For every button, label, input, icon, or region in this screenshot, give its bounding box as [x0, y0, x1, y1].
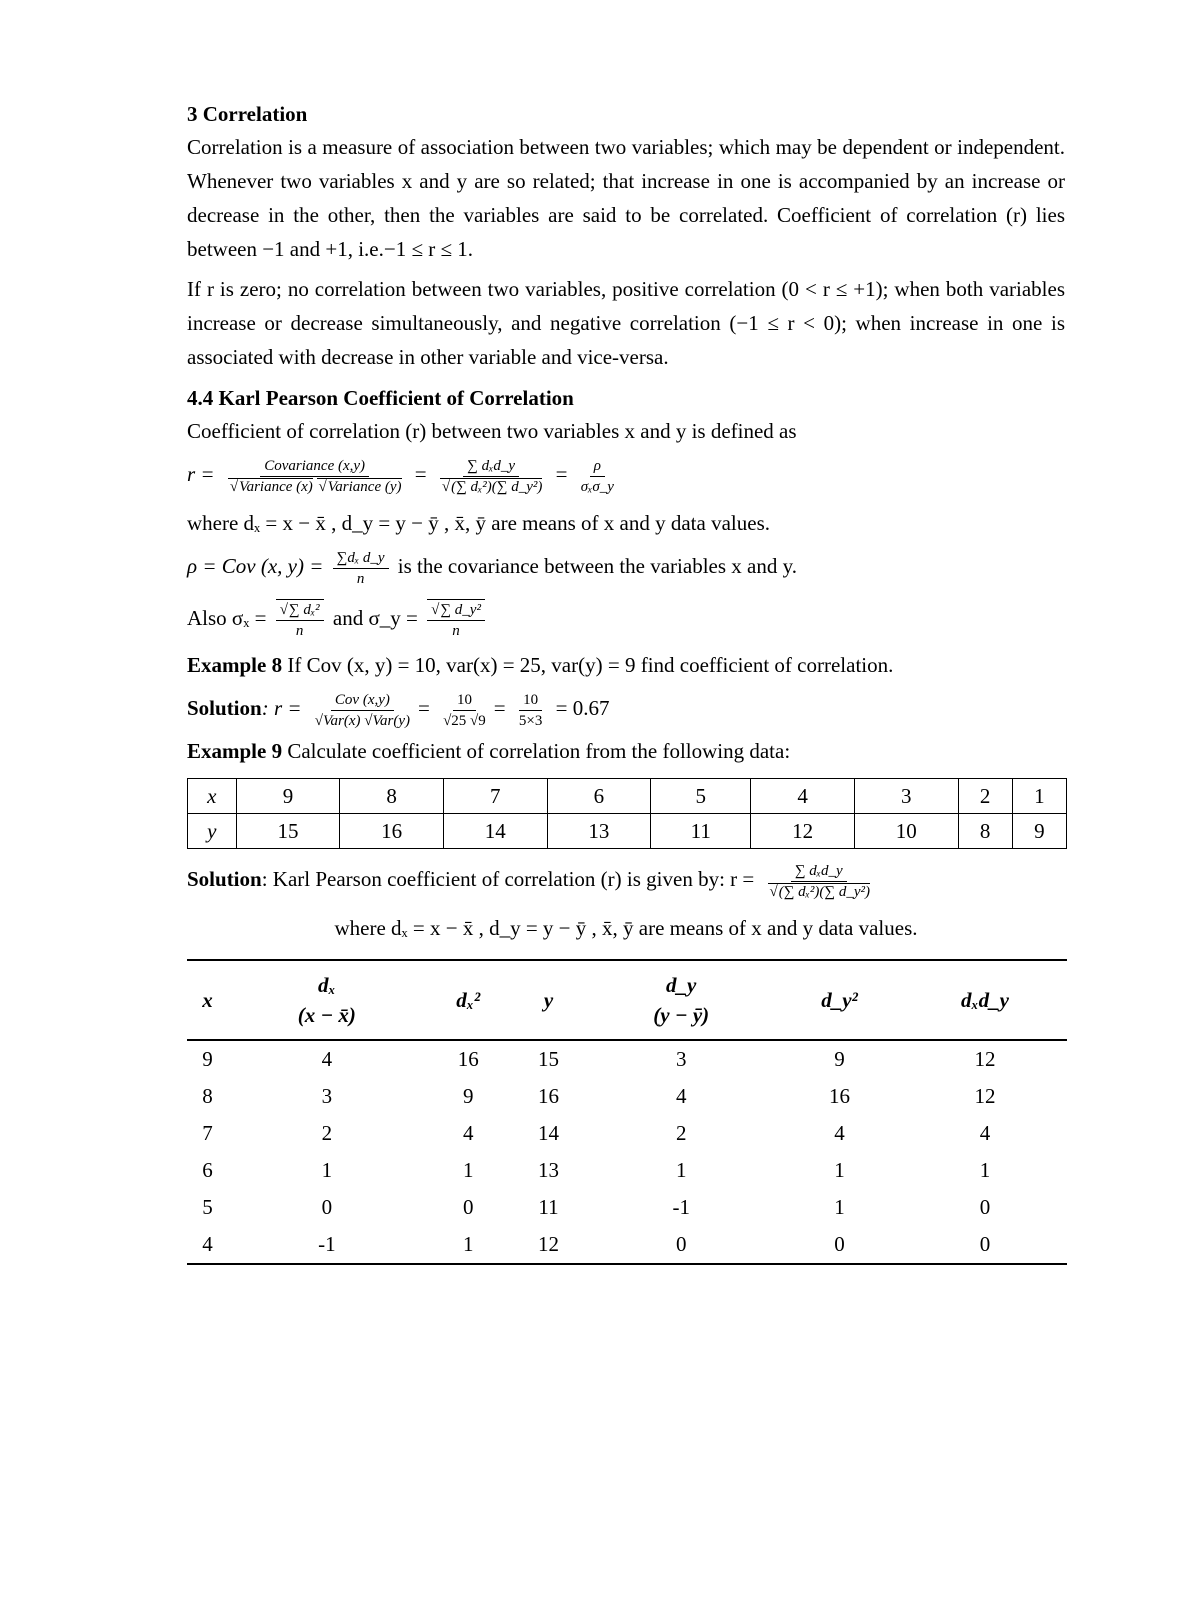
table-cell: 13 [538, 1158, 560, 1182]
table-cell: 9 [202, 1047, 213, 1071]
computation-table [187, 959, 1067, 1265]
data-table-cell: 9 [1012, 814, 1066, 849]
ex9-where: where dₓ = x − x̄ , d_y = y − ȳ , x̄, ȳ are means of x and y data values. [334, 916, 918, 940]
table-cell: 6 [202, 1158, 213, 1182]
sigma-x-num: √ ∑ dₓ² [276, 599, 324, 621]
example-9-solution-text: : Karl Pearson coefficient of correlation (r) is given by: r = [261, 867, 755, 891]
table-cell: 7 [202, 1121, 213, 1145]
data-table-cell: 14 [443, 814, 547, 849]
table-cell: 4 [321, 1047, 333, 1071]
formula-f1-den [224, 477, 406, 497]
ex8-d2: √25 √9 [443, 712, 486, 729]
formula-fraction-2 [436, 456, 547, 497]
formula-lhs: r = [187, 462, 215, 486]
ex8-fraction-2 [439, 690, 490, 731]
data-table-cell: 8 [340, 779, 444, 814]
data-table [187, 778, 1067, 849]
data-table-row [188, 779, 1067, 814]
table-cell: 14 [538, 1121, 560, 1145]
cov-num: ∑dₓ d_y [333, 548, 389, 569]
table-cell: 4 [834, 1121, 845, 1145]
sigma-y-den: n [452, 623, 460, 640]
table-cell: 1 [462, 1158, 474, 1182]
sigma-line [187, 592, 1065, 644]
formula-eq-2: = [555, 462, 568, 486]
table-cell: 4 [979, 1121, 991, 1145]
data-table-cell: 3 [854, 779, 958, 814]
sigma-x-fraction [276, 599, 324, 641]
table-cell: 0 [979, 1195, 991, 1219]
table-cell: 9 [462, 1084, 474, 1108]
header-dy2: d_y² [821, 987, 858, 1012]
table-cell: 11 [538, 1195, 559, 1219]
table-cell: 1 [834, 1158, 845, 1182]
covariance-line [187, 540, 1065, 592]
ex8-d3: 5×3 [518, 712, 543, 729]
ex9-sol-den [764, 882, 875, 902]
also-sigma-x: Also σₓ = [187, 606, 267, 630]
data-table-cell: 12 [751, 814, 855, 849]
and-sigma-y: and σ_y = [332, 606, 418, 630]
section-title: 3 Correlation [187, 102, 308, 126]
computation-header-row [187, 960, 1067, 1040]
formula-f1-den-b: √ Variance (y) [317, 478, 402, 495]
ex8-d1: √Var(x) √Var(y) [314, 712, 410, 729]
data-table-cell: 10 [854, 814, 958, 849]
correlation-formula [187, 448, 1065, 500]
ex9-fraction [764, 861, 875, 902]
cov-fraction [333, 548, 389, 589]
table-cell: 9 [834, 1047, 845, 1071]
table-cell: 3 [675, 1047, 687, 1071]
cov-den: n [356, 570, 365, 587]
ex9-sol-den-sqrt: √ (∑ dₓ²)(∑ d_y²) [768, 883, 871, 900]
table-cell: -1 [318, 1232, 336, 1256]
table-cell: 0 [834, 1232, 845, 1256]
table-cell: 16 [538, 1084, 560, 1108]
header-dx-bottom: (x − x̄) [297, 1003, 356, 1027]
table-cell: 2 [321, 1121, 333, 1145]
formula-f2-den-sqrt: √ (∑ dₓ²)(∑ d_y²) [440, 478, 543, 495]
table-cell: 15 [538, 1047, 560, 1071]
header-dxdy: dₓd_y [960, 987, 1009, 1012]
table-cell: 12 [974, 1047, 996, 1071]
data-table-cell: 4 [751, 779, 855, 814]
data-table-cell: 1 [1012, 779, 1066, 814]
example-9-solution [187, 853, 1065, 905]
table-cell: 8 [202, 1084, 213, 1108]
header-dx-top: dₓ [318, 973, 336, 997]
header-dy-bottom: (y − ȳ) [653, 1003, 710, 1027]
sigma-y-fraction [427, 599, 485, 641]
table-cell: 12 [974, 1084, 996, 1108]
formula-f3-num: ρ [590, 456, 605, 477]
header-dy [586, 960, 776, 1040]
table-cell: 12 [538, 1232, 560, 1256]
table-row [187, 1189, 1067, 1226]
document-page [187, 100, 1065, 1265]
table-cell: 4 [462, 1121, 474, 1145]
ex8-n3: 10 [519, 690, 542, 711]
table-row [187, 1115, 1067, 1152]
table-row [187, 1040, 1067, 1078]
example-9-solution-label: Solution [187, 867, 262, 891]
table-cell: 1 [979, 1158, 991, 1182]
table-cell: 4 [202, 1232, 213, 1256]
formula-f3-den: σₓσ_y [580, 478, 614, 495]
ex8-fraction-3 [515, 690, 546, 731]
table-cell: 1 [834, 1195, 845, 1219]
sigma-y-num: √ ∑ d_y² [427, 599, 485, 621]
table-row [187, 1078, 1067, 1115]
header-dx [228, 960, 426, 1040]
example-8 [187, 648, 1065, 682]
table-cell: 0 [979, 1232, 991, 1256]
example-8-text: If Cov (x, y) = 10, var(x) = 25, var(y) = 9 find coefficient of correlation. [287, 653, 894, 677]
example-8-solution-lhs: : r = [261, 696, 302, 720]
table-cell: 1 [675, 1158, 687, 1182]
formula-f1-den-a: √ Variance (x) [228, 478, 313, 495]
ex8-n2: 10 [453, 690, 476, 711]
formula-f1-num: Covariance (x,y) [260, 456, 369, 477]
data-table-cell: 8 [958, 814, 1012, 849]
data-table-cell: 11 [651, 814, 751, 849]
table-row [187, 1152, 1067, 1189]
sigma-x-den: n [295, 623, 304, 640]
table-cell: 1 [462, 1232, 474, 1256]
table-cell: 5 [202, 1195, 213, 1219]
example-9-label: Example 9 [187, 739, 283, 763]
example-9-text: Calculate coefficient of correlation from the following data: [287, 739, 791, 763]
cov-text: is the covariance between the variables x and y. [397, 554, 797, 578]
header-dx2: dₓ² [456, 987, 481, 1012]
cov-lhs: ρ = Cov (x, y) = [187, 554, 324, 578]
karl-definition: Coefficient of correlation (r) between two variables x and y is defined as [187, 419, 797, 443]
data-table-cell: 7 [443, 779, 547, 814]
intro-paragraph-1: Correlation is a measure of association between two variables; which may be dependent or independent. Whenever two variables x and y are so related; that increase in one is accompanied by an increase or decrease in the other, then the variables are said to be correlated. Coefficient of correlation (r) lies between −1 and +1, i.e.−1 ≤ r ≤ 1. [187, 135, 1065, 261]
where-definitions: where dₓ = x − x̄ , d_y = y − ȳ , x̄, ȳ are means of x and y data values. [187, 511, 770, 535]
data-table-cell: y [188, 814, 237, 849]
table-row [187, 1226, 1067, 1264]
data-table-cell: 15 [236, 814, 340, 849]
ex9-sol-num: ∑ dₓd_y [791, 861, 847, 882]
table-cell: 16 [457, 1047, 479, 1071]
example-8-solution: Solution: r = $\frac{\text{Cov (x,y)}}{\text{√Var(x) √Var(y)}}$ = $\frac{10}{√25 √9}$ = $\frac{10}{5\times 3}$ = 0.67 [187, 691, 610, 729]
table-cell: 0 [675, 1232, 687, 1256]
example-9 [187, 734, 1065, 768]
table-cell: -1 [672, 1195, 690, 1219]
karl-pearson-title: 4.4 Karl Pearson Coefficient of Correlation [187, 386, 574, 410]
data-table-cell: 2 [958, 779, 1012, 814]
header-dy-top: d_y [666, 973, 697, 997]
table-cell: 0 [321, 1195, 333, 1219]
table-cell: 0 [462, 1195, 474, 1219]
ex8-fraction-1 [311, 690, 414, 731]
intro-paragraph-2: If r is zero; no correlation between two variables, positive correlation (0 < r ≤ +1); when both variables increase or decrease simultaneously, and negative correlation (−1 ≤ r < 0); when increase in one is associated with decrease in other variable and vice-versa. [187, 277, 1065, 369]
table-cell: 16 [829, 1084, 851, 1108]
header-x: x [202, 987, 213, 1012]
table-cell: 2 [675, 1121, 687, 1145]
example-8-solution-label: Solution [187, 696, 262, 720]
formula-f2-den [436, 477, 547, 497]
data-table-cell: 13 [547, 814, 651, 849]
ex8-n1: Cov (x,y) [331, 690, 394, 711]
data-table-cell: 16 [340, 814, 444, 849]
table-cell: 1 [321, 1158, 333, 1182]
data-table-cell: x [188, 779, 237, 814]
data-table-cell: 9 [236, 779, 340, 814]
table-cell: 4 [675, 1084, 687, 1108]
ex8-result: = 0.67 [555, 696, 610, 720]
data-table-row [188, 814, 1067, 849]
formula-fraction-3 [577, 456, 618, 497]
data-table-cell: 5 [651, 779, 751, 814]
formula-fraction-1 [224, 456, 406, 497]
header-y: y [543, 987, 554, 1012]
formula-eq-1: = [414, 462, 427, 486]
table-cell: 3 [321, 1084, 333, 1108]
formula-f2-num: ∑ dₓd_y [463, 456, 519, 477]
data-table-cell: 6 [547, 779, 651, 814]
example-8-label: Example 8 [187, 653, 283, 677]
